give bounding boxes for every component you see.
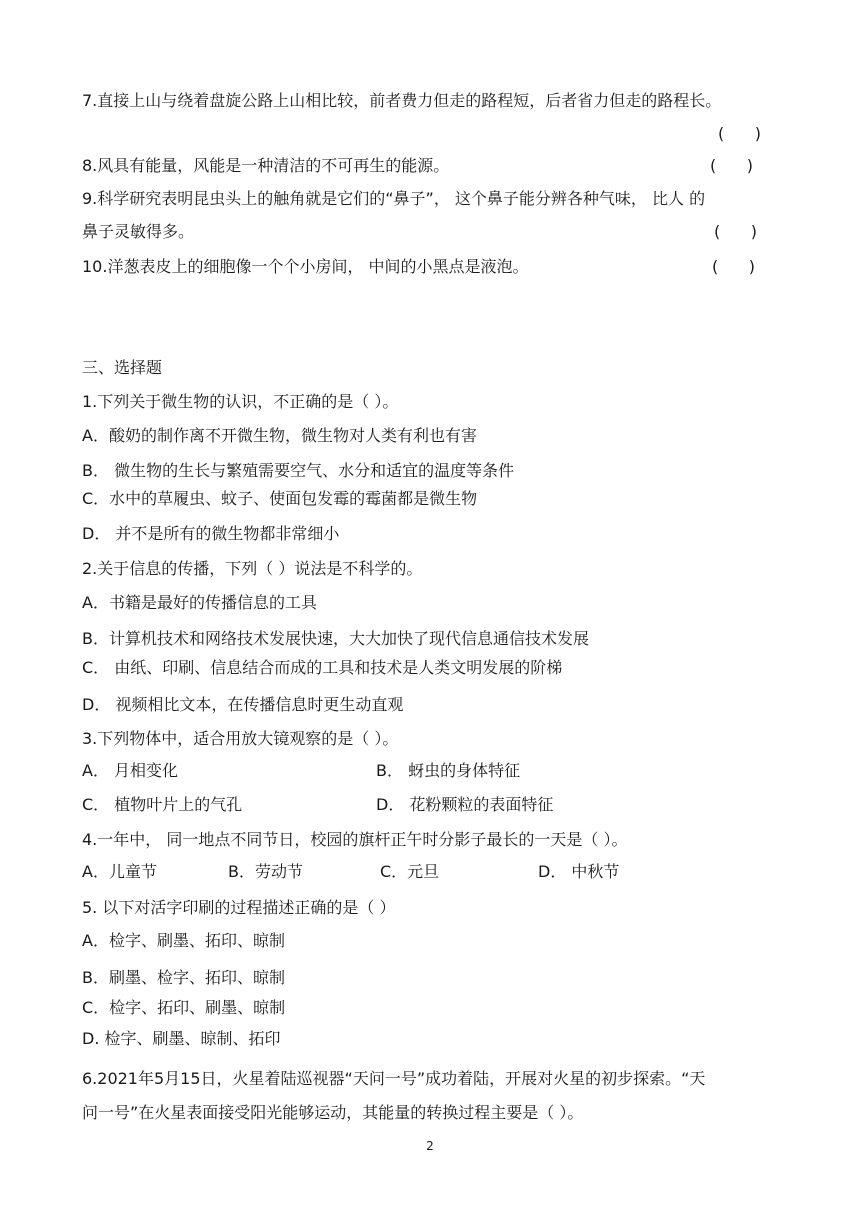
choice-question-2: 2.关于信息的传播，下列（ ）说法是不科学的。 (82, 559, 423, 578)
section-heading-choice: 三、选择题 (82, 358, 163, 377)
tf-question-7: 7.直接上山与绕着盘旋公路上山相比较，前者费力但走的路程短，后者省力但走的路程长。 (82, 91, 722, 110)
choice-question-5: 5. 以下对活字印刷的过程描述正确的是（ ） (82, 898, 396, 917)
q1-option-b: B． 微生物的生长与繁殖需要空气、水分和适宜的温度等条件 (82, 461, 515, 480)
q1-option-c: C．水中的草履虫、蚊子、使面包发霉的霉菌都是微生物 (82, 489, 478, 508)
q4-option-b: B．劳动节 (228, 862, 303, 881)
choice-question-6: 6.2021年5月15日，火星着陆巡视器“天问一号”成功着陆，开展对火星的初步探索。“天 (82, 1069, 706, 1088)
q3-option-d: D． 花粉颗粒的表面特征 (376, 795, 554, 814)
choice-question-1: 1.下列关于微生物的认识，不正确的是（ ）。 (82, 392, 399, 411)
choice-question-4: 4.一年中， 同一地点不同节日，校园的旗杆正午时分影子最长的一天是（ ）。 (82, 830, 628, 849)
q5-option-d: D. 检字、刷墨、晾制、拓印 (82, 1029, 281, 1048)
tf-answer-blank-8: ( ) (710, 156, 753, 175)
q1-option-a: A．酸奶的制作离不开微生物，微生物对人类有利也有害 (82, 426, 477, 445)
choice-question-6-cont: 问一号”在火星表面接受阳光能够运动，其能量的转换过程主要是（ ）。 (82, 1103, 584, 1122)
tf-question-10: 10.洋葱表皮上的细胞像一个个小房间， 中间的小黑点是液泡。 (82, 257, 529, 276)
tf-question-9-cont: 鼻子灵敏得多。 (82, 222, 195, 241)
choice-question-3: 3.下列物体中，适合用放大镜观察的是（ ）。 (82, 729, 399, 748)
q2-option-a: A．书籍是最好的传播信息的工具 (82, 593, 317, 612)
q4-option-d: D． 中秋节 (538, 862, 620, 881)
q3-option-c: C． 植物叶片上的气孔 (82, 795, 243, 814)
page-number: 2 (426, 1139, 434, 1153)
q5-option-b: B．刷墨、检字、拓印、晾制 (82, 968, 285, 987)
q5-option-a: A．检字、刷墨、拓印、晾制 (82, 931, 285, 950)
q5-option-c: C．检字、拓印、刷墨、晾制 (82, 998, 286, 1017)
q4-option-c: C．元旦 (380, 862, 440, 881)
tf-question-9: 9.科学研究表明昆虫头上的触角就是它们的“鼻子”， 这个鼻子能分辨各种气味， 比人 的 (82, 189, 706, 208)
tf-answer-blank-9: ( ) (714, 222, 757, 241)
tf-answer-blank-7: ( ) (718, 124, 761, 143)
q2-option-d: D． 视频相比文本，在传播信息时更生动直观 (82, 695, 404, 714)
q4-option-a: A．儿童节 (82, 862, 157, 881)
q1-option-d: D． 并不是所有的微生物都非常细小 (82, 524, 340, 543)
tf-answer-blank-10: ( ) (712, 257, 755, 276)
q2-option-c: C． 由纸、印刷、信息结合而成的工具和技术是人类文明发展的阶梯 (82, 658, 563, 677)
q3-option-a: A． 月相变化 (82, 761, 179, 780)
tf-question-8: 8.风具有能量，风能是一种清洁的不可再生的能源。 (82, 156, 450, 175)
q2-option-b: B．计算机技术和网络技术发展快速，大大加快了现代信息通信技术发展 (82, 629, 589, 648)
q3-option-b: B． 蚜虫的身体特征 (376, 761, 521, 780)
